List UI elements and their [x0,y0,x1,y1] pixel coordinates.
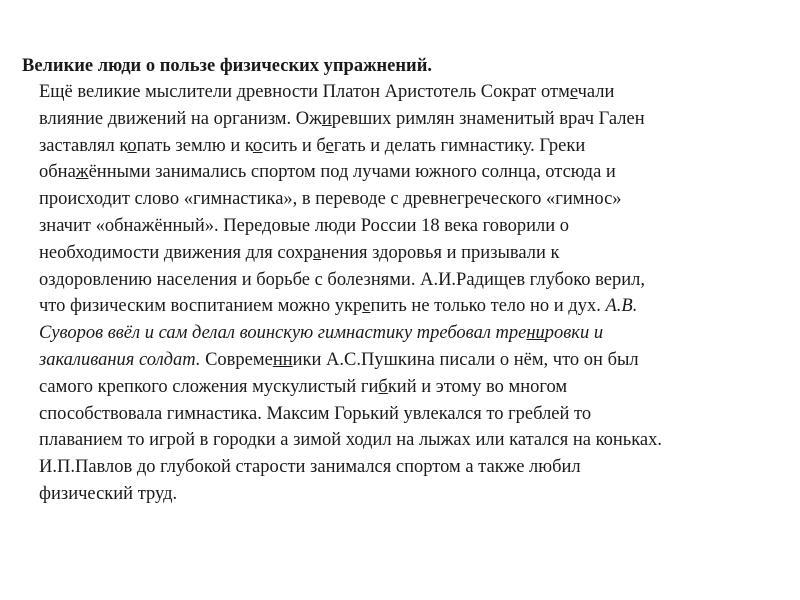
body-line [39,454,799,481]
text-segment: физический труд. [39,483,178,504]
body-line [39,106,799,133]
body-line [39,79,799,106]
stressed-letter: о [127,135,137,156]
slide-title: Великие люди о пользе физических упражнений. [22,56,432,76]
text-segment: обна [39,162,76,183]
text-segment: пать землю и к [136,135,253,156]
text-segment: Ещё великие мыслители древности Платон Аристотель Сократ отм [39,82,570,102]
stressed-letter: е [569,82,578,102]
italic-text: ровки и [544,323,604,344]
text-segment: самого крепкого сложения мускулистый ги [39,376,379,397]
text-segment: Совреме [200,349,273,370]
text-segment: заставлял к [39,135,128,156]
text-segment: пить не только тело но и дух. [370,296,606,317]
body-line [39,427,799,454]
italic-text: Суворов ввёл и сам делал воинскую гимнастику требовал тре [39,323,527,344]
body-line [39,267,799,294]
body-line [39,293,799,320]
text-segment: ёнными занимались спортом под лучами южного солнца, отсюда и [88,162,616,183]
body-line [39,401,799,428]
stressed-letter: нн [272,349,293,370]
text-segment: происходит слово «гимнастика», в переводе с древнегреческого «гимнос» [39,189,622,210]
text-segment: что физическим воспитанием можно укр [39,296,363,317]
text-segment: кий и этому во многом [387,376,568,397]
text-segment: гать и делать гимнастику. Греки [333,135,586,156]
text-segment: И.П.Павлов до глубокой старости занимался спортом а также любил [39,457,581,478]
text-segment: необходимости движения для сохр [39,242,313,263]
italic-text: закаливания солдат. [39,349,201,370]
body-line [39,320,799,347]
stressed-letter: е [362,296,371,317]
text-segment: оздоровлению населения и борьбе с болезнями. А.И.Радищев глубоко верил, [39,269,646,290]
text-segment: значит «обнажённый». Передовые люди России 18 века говорили о [39,215,570,236]
stressed-letter: ни [526,323,545,344]
text-segment: ревших римлян знаменитый врач Гален [331,108,645,129]
body-line [39,186,799,213]
text-segment: способствовала гимнастика. Максим Горький увлекался то греблей то [39,403,592,424]
body-line [39,133,799,160]
stressed-letter: и [321,108,332,129]
text-segment: нения здоровья и призывали к [321,242,560,263]
body-line [39,159,799,186]
body-line [39,213,799,240]
text-segment: влияние движений на организм. Ож [39,108,322,129]
text-segment: сить и б [262,135,326,156]
stressed-letter: а [312,242,322,263]
body-text [39,79,799,508]
stressed-letter: б [378,376,388,397]
italic-text: А.В. [605,296,638,317]
stressed-letter: ж [75,162,89,183]
body-line [39,347,799,374]
body-line [39,481,799,508]
text-segment: ики А.С.Пушкина писали о нём, что он был [292,349,639,370]
body-line [39,374,799,401]
body-line [39,240,799,267]
stressed-letter: е [325,135,334,156]
text-segment: чали [577,82,615,102]
stressed-letter: о [252,135,263,156]
text-segment: плаванием то игрой в городки а зимой ходил на лыжах или катался на коньках. [39,430,663,451]
